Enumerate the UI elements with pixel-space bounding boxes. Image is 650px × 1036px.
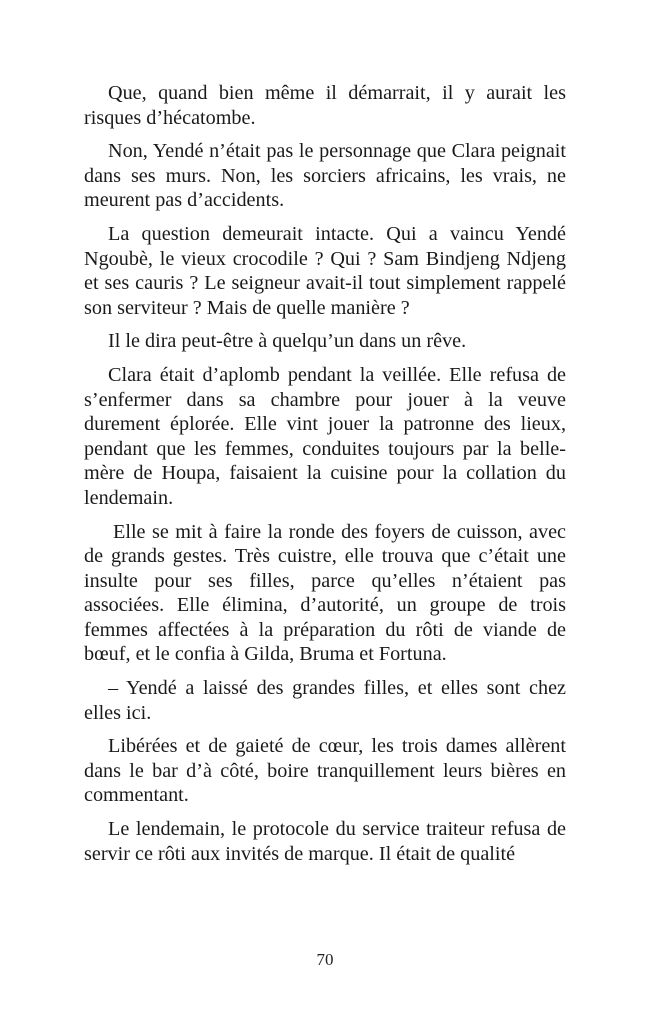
paragraph-4: Il le dira peut-être à quelqu’un dans un rêve. bbox=[108, 330, 467, 353]
paragraph-9: Le lendemain, le protocole du service traiteur refusa de servir ce rôti aux invités de marque. Il était de qualité bbox=[84, 818, 566, 865]
paragraph-2: Non, Yendé n’était pas le personnage que Clara peignait dans ses murs. Non, les sorciers africains, les vrais, ne meurent pas d’accidents. bbox=[84, 140, 566, 212]
page-number: 70 bbox=[316, 950, 334, 969]
paragraph-6: Elle se mit à faire la ronde des foyers de cuisson, avec de grands gestes. Très cuistre, elle trouva que c’était une insulte pour ses filles, parce qu’elles n’étaient pas associées. Elle élimina, d’autorité, un groupe de trois femmes affectées à la préparation du rôti de viande de bœuf, et le confia à Gilda, Bruma et Fortuna. bbox=[84, 520, 566, 666]
dialogue-line: – Yendé a laissé des grandes filles, et elles sont chez elles ici. bbox=[84, 677, 566, 724]
paragraph-5: Clara était d’aplomb pendant la veillée. Elle refusa de s’enfermer dans sa chambre pour jouer à la veuve durement éplorée. Elle vint jouer la patronne des lieux, pendant que les femmes, conduites toujours par la belle-mère de Houpa, faisaient la cuisine pour la collation du lendemain. bbox=[84, 363, 566, 509]
page-body bbox=[84, 81, 566, 875]
paragraph-3: La question demeurait intacte. Qui a vaincu Yendé Ngoubè, le vieux crocodile ? Qui ? Sam Bindjeng Ndjeng et ses cauris ? Le seigneur avait-il tout simplement rappelé son serviteur ? Mais de quelle manière ? bbox=[84, 222, 566, 319]
paragraph-8: Libérées et de gaieté de cœur, les trois dames allèrent dans le bar d’à côté, boire tranquillement leurs bières en commentant. bbox=[84, 735, 566, 807]
paragraph-1: Que, quand bien même il démarrait, il y aurait les risques d’hécatombe. bbox=[84, 82, 566, 129]
